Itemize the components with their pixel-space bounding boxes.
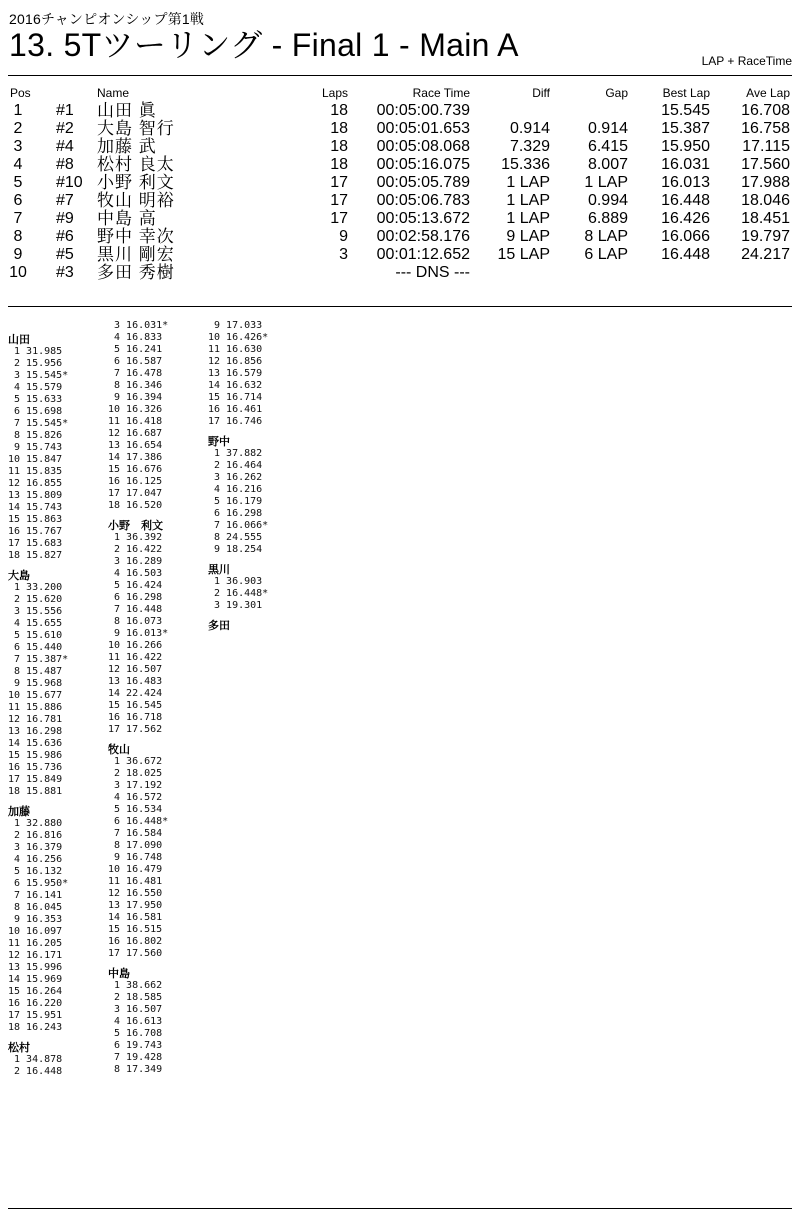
driver-lap-block	[8, 562, 68, 798]
result-ave-lap: 17.988	[741, 174, 790, 191]
result-pos: 5	[13, 174, 23, 191]
lap-time: 8 15.826	[8, 430, 63, 441]
lap-time: 8 15.487	[8, 666, 63, 677]
result-ave-lap: 18.451	[741, 210, 790, 227]
lap-block-driver-name: 松村	[8, 1041, 30, 1054]
col-header-race-time: Race Time	[412, 86, 470, 100]
result-race-time: 00:05:05.789	[376, 174, 470, 191]
lap-time: 9 15.968	[8, 678, 63, 689]
result-driver-name: 牧山 明裕	[97, 191, 175, 210]
lap-time: 11 15.835	[8, 466, 63, 477]
lap-time: 3 17.192	[108, 780, 163, 791]
lap-time: 16 16.125	[108, 476, 163, 487]
result-driver-name: 加藤 武	[97, 137, 157, 156]
lap-time: 6 16.448*	[108, 816, 169, 827]
col-header-ave-lap: Ave Lap	[746, 86, 790, 100]
lap-time: 11 16.422	[108, 652, 163, 663]
result-car-number: #8	[56, 156, 74, 173]
result-pos: 1	[13, 102, 23, 119]
lap-time: 4 16.572	[108, 792, 163, 803]
driver-lap-block	[208, 612, 268, 632]
result-ave-lap: 19.797	[741, 228, 790, 245]
lap-time: 12 16.171	[8, 950, 63, 961]
lap-time: 17 16.746	[208, 416, 263, 427]
lap-time: 10 16.097	[8, 926, 63, 937]
lap-time: 14 15.636	[8, 738, 63, 749]
result-laps: 17	[330, 174, 348, 191]
lap-time: 15 16.264	[8, 986, 63, 997]
lap-time: 3 15.545*	[8, 370, 69, 381]
result-pos: 7	[13, 210, 23, 227]
lap-time: 1 32.880	[8, 818, 63, 829]
lap-time: 6 19.743	[108, 1040, 163, 1051]
lap-time: 9 16.353	[8, 914, 63, 925]
lap-time: 5 16.534	[108, 804, 163, 815]
lap-time: 18 15.881	[8, 786, 63, 797]
result-ave-lap: 18.046	[741, 192, 790, 209]
result-best-lap: 15.387	[661, 120, 710, 137]
result-driver-name: 山田 眞	[97, 101, 157, 120]
lap-time: 9 16.013*	[108, 628, 169, 639]
lap-time: 12 16.781	[8, 714, 63, 725]
result-gap: 6.889	[587, 210, 628, 227]
lap-time: 13 17.950	[108, 900, 163, 911]
lap-time: 13 16.654	[108, 440, 163, 451]
lap-time: 3 16.289	[108, 556, 163, 567]
result-driver-name: 黒川 剛宏	[97, 245, 175, 264]
page-title: 13. 5Tツーリング - Final 1 - Main A	[9, 27, 519, 63]
result-car-number: #2	[56, 120, 74, 137]
lap-time: 5 15.610	[8, 630, 63, 641]
lap-block-driver-name: 小野 利文	[108, 519, 163, 532]
result-diff: 9 LAP	[506, 228, 550, 245]
lap-time: 9 15.743	[8, 442, 63, 453]
result-pos: 4	[13, 156, 23, 173]
lap-time: 6 16.298	[108, 592, 163, 603]
result-diff: 1 LAP	[506, 192, 550, 209]
result-driver-name: 野中 幸次	[97, 227, 175, 246]
lap-time: 15 16.714	[208, 392, 263, 403]
lap-time: 16 15.736	[8, 762, 63, 773]
result-diff: 1 LAP	[506, 174, 550, 191]
lap-time: 2 16.464	[208, 460, 263, 471]
result-race-time: 00:02:58.176	[376, 228, 470, 245]
driver-lap-block	[8, 1034, 68, 1078]
lap-time: 8 16.346	[108, 380, 163, 391]
result-driver-name: 松村 良太	[97, 155, 175, 174]
lap-time: 2 16.448*	[208, 588, 269, 599]
lap-time: 6 15.440	[8, 642, 63, 653]
result-pos: 8	[13, 228, 23, 245]
lap-time: 3 15.556	[8, 606, 63, 617]
result-row	[0, 120, 800, 138]
result-race-time: 00:05:06.783	[376, 192, 470, 209]
result-best-lap: 16.448	[661, 246, 710, 263]
result-gap: 8.007	[587, 156, 628, 173]
lap-time: 14 17.386	[108, 452, 163, 463]
lap-time: 3 19.301	[208, 600, 263, 611]
result-pos: 9	[13, 246, 23, 263]
lap-time: 4 16.256	[8, 854, 63, 865]
result-row	[0, 102, 800, 120]
lap-time: 10 16.426*	[208, 332, 269, 343]
result-gap: 8 LAP	[584, 228, 628, 245]
lap-column	[208, 320, 268, 632]
lap-time: 10 16.479	[108, 864, 163, 875]
results-table	[0, 86, 800, 282]
lap-time: 7 16.141	[8, 890, 63, 901]
result-best-lap: 16.448	[661, 192, 710, 209]
lap-time: 7 16.584	[108, 828, 163, 839]
result-laps: 3	[339, 246, 348, 263]
lap-time: 15 15.986	[8, 750, 63, 761]
lap-time: 6 16.298	[208, 508, 263, 519]
result-pos: 10	[9, 264, 27, 281]
lap-time: 15 16.676	[108, 464, 163, 475]
lap-time: 4 16.503	[108, 568, 163, 579]
lap-time: 1 31.985	[8, 346, 63, 357]
result-row	[0, 228, 800, 246]
lap-time: 3 16.262	[208, 472, 263, 483]
result-driver-name: 大島 智行	[97, 119, 175, 138]
result-row	[0, 264, 800, 282]
result-pos: 6	[13, 192, 23, 209]
lap-block-driver-name: 黒川	[208, 563, 230, 576]
lap-time: 1 37.882	[208, 448, 263, 459]
lap-time: 6 16.587	[108, 356, 163, 367]
divider-middle	[8, 306, 792, 307]
lap-time: 14 15.969	[8, 974, 63, 985]
lap-time: 13 16.579	[208, 368, 263, 379]
result-gap: 0.914	[587, 120, 628, 137]
lap-time: 5 16.708	[108, 1028, 163, 1039]
lap-time: 4 15.579	[8, 382, 63, 393]
result-car-number: #5	[56, 246, 74, 263]
result-gap: 1 LAP	[584, 174, 628, 191]
lap-time: 9 16.748	[108, 852, 163, 863]
result-car-number: #7	[56, 192, 74, 209]
result-car-number: #10	[56, 174, 83, 191]
driver-lap-block	[108, 512, 168, 736]
result-driver-name: 小野 利文	[97, 173, 175, 192]
col-header-name: Name	[97, 86, 130, 100]
result-gap: 0.994	[587, 192, 628, 209]
result-driver-name: 多田 秀樹	[97, 263, 175, 282]
lap-time: 17 15.951	[8, 1010, 63, 1021]
lap-time: 2 16.816	[8, 830, 63, 841]
result-race-time: 00:05:08.068	[376, 138, 470, 155]
lap-time: 4 16.833	[108, 332, 163, 343]
result-row	[0, 210, 800, 228]
lap-time: 16 16.461	[208, 404, 263, 415]
scoring-method: LAP + RaceTime	[701, 54, 792, 68]
lap-time: 4 16.613	[108, 1016, 163, 1027]
result-car-number: #3	[56, 264, 74, 281]
lap-block-driver-name: 山田	[8, 333, 30, 346]
result-best-lap: 16.031	[661, 156, 710, 173]
result-laps: 17	[330, 192, 348, 209]
lap-time: 1 33.200	[8, 582, 63, 593]
lap-time: 12 16.855	[8, 478, 63, 489]
result-diff: 7.329	[509, 138, 550, 155]
lap-time: 17 15.849	[8, 774, 63, 785]
lap-time: 6 15.950*	[8, 878, 69, 889]
result-laps: 18	[330, 120, 348, 137]
col-header-pos: Pos	[10, 86, 31, 100]
lap-time: 8 24.555	[208, 532, 263, 543]
lap-time: 3 16.031*	[108, 320, 169, 331]
lap-time: 8 16.073	[108, 616, 163, 627]
lap-time: 5 16.179	[208, 496, 263, 507]
lap-time: 13 15.809	[8, 490, 63, 501]
lap-time: 15 16.515	[108, 924, 163, 935]
col-header-laps: Laps	[321, 86, 348, 100]
lap-block-driver-name: 野中	[208, 435, 230, 448]
lap-time: 1 38.662	[108, 980, 163, 991]
lap-block-driver-name: 加藤	[8, 805, 30, 818]
lap-block-driver-name: 大島	[8, 569, 30, 582]
col-header-diff: Diff	[532, 86, 550, 100]
lap-time: 18 15.827	[8, 550, 63, 561]
result-race-time: --- DNS ---	[395, 264, 470, 281]
divider-top	[8, 75, 792, 76]
lap-time: 2 18.025	[108, 768, 163, 779]
lap-time: 16 15.767	[8, 526, 63, 537]
lap-time: 11 16.418	[108, 416, 163, 427]
driver-lap-block	[8, 320, 68, 562]
lap-time: 11 16.205	[8, 938, 63, 949]
result-car-number: #9	[56, 210, 74, 227]
result-diff: 15 LAP	[497, 246, 550, 263]
driver-lap-block	[108, 736, 168, 960]
divider-bottom	[8, 1208, 792, 1209]
result-race-time: 00:05:00.739	[376, 102, 470, 119]
lap-time: 13 16.298	[8, 726, 63, 737]
result-best-lap: 16.066	[661, 228, 710, 245]
lap-time: 3 16.507	[108, 1004, 163, 1015]
lap-time: 13 15.996	[8, 962, 63, 973]
lap-time: 1 36.392	[108, 532, 163, 543]
lap-time: 8 17.349	[108, 1064, 163, 1075]
lap-time: 14 16.632	[208, 380, 263, 391]
result-best-lap: 15.950	[661, 138, 710, 155]
lap-time: 2 15.956	[8, 358, 63, 369]
lap-time: 8 17.090	[108, 840, 163, 851]
lap-time: 7 16.478	[108, 368, 163, 379]
result-car-number: #6	[56, 228, 74, 245]
result-race-time: 00:01:12.652	[376, 246, 470, 263]
lap-time: 1 36.903	[208, 576, 263, 587]
result-race-time: 00:05:13.672	[376, 210, 470, 227]
lap-time: 18 16.520	[108, 500, 163, 511]
lap-time: 2 15.620	[8, 594, 63, 605]
lap-time: 9 17.033	[208, 320, 263, 331]
lap-time: 12 16.856	[208, 356, 263, 367]
lap-time: 14 16.581	[108, 912, 163, 923]
result-gap: 6 LAP	[584, 246, 628, 263]
lap-time: 18 16.243	[8, 1022, 63, 1033]
result-ave-lap: 24.217	[741, 246, 790, 263]
lap-block-driver-name: 中島	[108, 967, 130, 980]
lap-time: 1 34.878	[8, 1054, 63, 1065]
col-header-best-lap: Best Lap	[662, 86, 710, 100]
lap-time: 9 16.394	[108, 392, 163, 403]
lap-time: 4 16.216	[208, 484, 263, 495]
result-pos: 3	[13, 138, 23, 155]
result-laps: 17	[330, 210, 348, 227]
lap-time: 16 16.220	[8, 998, 63, 1009]
lap-time: 10 15.677	[8, 690, 63, 701]
lap-time: 9 18.254	[208, 544, 263, 555]
lap-block-driver-name: 牧山	[108, 743, 130, 756]
result-best-lap: 15.545	[661, 102, 710, 119]
lap-time: 15 16.545	[108, 700, 163, 711]
lap-time: 5 16.241	[108, 344, 163, 355]
result-diff: 0.914	[509, 120, 550, 137]
lap-time: 14 22.424	[108, 688, 163, 699]
lap-time: 11 15.886	[8, 702, 63, 713]
lap-time: 3 16.379	[8, 842, 63, 853]
lap-time: 2 16.422	[108, 544, 163, 555]
result-best-lap: 16.013	[661, 174, 710, 191]
driver-lap-block	[208, 556, 268, 612]
result-laps: 18	[330, 138, 348, 155]
result-race-time: 00:05:16.075	[376, 156, 470, 173]
result-ave-lap: 16.708	[741, 102, 790, 119]
result-best-lap: 16.426	[661, 210, 710, 227]
result-row	[0, 174, 800, 192]
result-ave-lap: 17.560	[741, 156, 790, 173]
lap-time: 17 17.047	[108, 488, 163, 499]
lap-time: 17 17.560	[108, 948, 163, 959]
lap-time: 12 16.507	[108, 664, 163, 675]
lap-time: 5 16.424	[108, 580, 163, 591]
lap-time: 16 16.802	[108, 936, 163, 947]
block-spacer	[8, 320, 68, 332]
result-laps: 9	[339, 228, 348, 245]
result-diff: 1 LAP	[506, 210, 550, 227]
results-rows	[0, 102, 800, 282]
lap-time: 7 16.066*	[208, 520, 269, 531]
result-ave-lap: 16.758	[741, 120, 790, 137]
lap-time: 4 15.655	[8, 618, 63, 629]
lap-time: 12 16.687	[108, 428, 163, 439]
driver-lap-block	[208, 428, 268, 556]
lap-block-driver-name: 多田	[208, 619, 230, 632]
result-pos: 2	[13, 120, 23, 137]
lap-time: 13 16.483	[108, 676, 163, 687]
result-gap: 6.415	[587, 138, 628, 155]
lap-time: 10 16.326	[108, 404, 163, 415]
lap-time: 11 16.630	[208, 344, 263, 355]
lap-time: 16 16.718	[108, 712, 163, 723]
result-row	[0, 138, 800, 156]
driver-lap-block	[108, 960, 168, 1076]
result-driver-name: 中島 高	[97, 209, 157, 228]
event-subtitle: 2016チャンピオンシップ第1戦	[9, 11, 205, 27]
lap-time: 17 15.683	[8, 538, 63, 549]
result-car-number: #1	[56, 102, 74, 119]
result-car-number: #4	[56, 138, 74, 155]
lap-time: 15 15.863	[8, 514, 63, 525]
lap-time: 7 16.448	[108, 604, 163, 615]
lap-time: 12 16.550	[108, 888, 163, 899]
lap-time: 7 15.545*	[8, 418, 69, 429]
lap-time: 8 16.045	[8, 902, 63, 913]
driver-lap-block	[8, 798, 68, 1034]
lap-time: 5 16.132	[8, 866, 63, 877]
lap-time: 6 15.698	[8, 406, 63, 417]
lap-time: 2 16.448	[8, 1066, 63, 1077]
result-race-time: 00:05:01.653	[376, 120, 470, 137]
lap-column	[8, 320, 68, 1078]
lap-time: 11 16.481	[108, 876, 163, 887]
col-header-gap: Gap	[605, 86, 628, 100]
result-row	[0, 156, 800, 174]
result-row	[0, 246, 800, 264]
result-row	[0, 192, 800, 210]
lap-time: 10 15.847	[8, 454, 63, 465]
lap-time: 7 15.387*	[8, 654, 69, 665]
result-laps: 18	[330, 156, 348, 173]
lap-time: 1 36.672	[108, 756, 163, 767]
lap-time: 14 15.743	[8, 502, 63, 513]
result-laps: 18	[330, 102, 348, 119]
lap-time: 17 17.562	[108, 724, 163, 735]
lap-column	[108, 320, 168, 1076]
lap-time: 7 19.428	[108, 1052, 163, 1063]
lap-time: 10 16.266	[108, 640, 163, 651]
result-ave-lap: 17.115	[742, 138, 790, 155]
lap-time: 2 18.585	[108, 992, 163, 1003]
result-diff: 15.336	[501, 156, 550, 173]
results-header-row	[0, 86, 800, 102]
lap-time: 5 15.633	[8, 394, 63, 405]
